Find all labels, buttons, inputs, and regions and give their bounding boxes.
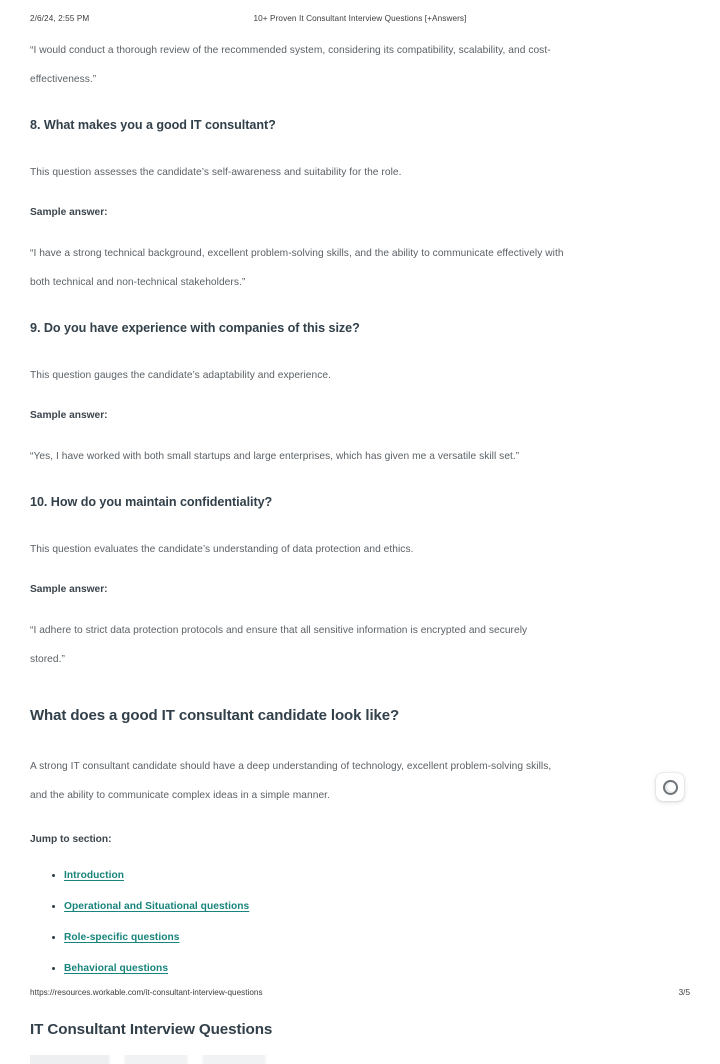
question-explanation-8: This question assesses the candidate’s self-awareness and suitability for the role.	[30, 167, 402, 178]
spacer	[30, 810, 690, 826]
spacer	[30, 297, 690, 313]
candidate-paragraph-line-1: A strong IT consultant candidate should have a deep understanding of technology, excellent problem-solving skills,	[30, 761, 552, 772]
print-footer	[0, 988, 720, 1000]
print-header	[0, 14, 720, 28]
list-item	[64, 922, 690, 953]
sample-answer-label-9: Sample answer:	[30, 410, 108, 421]
print-header-title: 10+ Proven It Consultant Interview Questions [+Answers]	[253, 14, 467, 23]
spacer	[30, 674, 690, 700]
print-header-date: 2/6/24, 2:55 PM	[30, 14, 90, 23]
question-heading-9: 9. Do you have experience with companies of this size?	[30, 321, 360, 335]
spacer	[30, 517, 690, 535]
list-item	[64, 891, 690, 922]
spacer	[30, 227, 690, 239]
candidate-paragraph-line-2: and the ability to communicate complex ideas in a simple manner.	[30, 790, 330, 801]
jump-to-section-list	[30, 860, 690, 984]
jump-to-section-label: Jump to section:	[30, 834, 112, 845]
question-explanation-10: This question evaluates the candidate’s understanding of data protection and ethics.	[30, 544, 414, 555]
print-footer-url: https://resources.workable.com/it-consultant-interview-questions	[30, 988, 263, 997]
sample-answer-8-line-1: “I have a strong technical background, excellent problem-solving skills, and the ability to communicate effectively with	[30, 248, 564, 259]
print-footer-page-number: 3/5	[678, 988, 690, 997]
spacer	[30, 471, 690, 487]
spacer	[30, 343, 690, 361]
jump-link-behavioral[interactable]: Behavioral questions	[64, 963, 169, 974]
question-heading-8: 8. What makes you a good IT consultant?	[30, 118, 276, 132]
sample-answer-10-line-1: “I adhere to strict data protection protocols and ensure that all sensitive information is encrypted and securely	[30, 625, 528, 636]
floating-widget[interactable]	[656, 773, 684, 801]
sample-answer-label-10: Sample answer:	[30, 584, 108, 595]
list-item	[64, 860, 690, 891]
faded-text-placeholder	[30, 1055, 330, 1064]
spacer	[30, 732, 690, 752]
question-explanation-9: This question gauges the candidate’s adaptability and experience.	[30, 370, 331, 381]
continued-answer-line-2: effectiveness.”	[30, 74, 97, 85]
bottom-section-heading: IT Consultant Interview Questions	[30, 1021, 273, 1038]
candidate-section-heading: What does a good IT consultant candidate look like?	[30, 707, 400, 724]
sample-answer-8-line-2: both technical and non-technical stakeholders.”	[30, 277, 246, 288]
continued-answer-line-1: “I would conduct a thorough review of the recommended system, considering its compatibility, scalability, and cost-	[30, 45, 551, 56]
spacer	[30, 187, 690, 199]
circle-ring-icon	[663, 780, 678, 795]
spacer	[30, 140, 690, 158]
question-heading-10: 10. How do you maintain confidentiality?	[30, 495, 273, 509]
jump-link-introduction[interactable]: Introduction	[64, 870, 125, 881]
jump-link-role-specific[interactable]: Role-specific questions	[64, 932, 180, 943]
jump-link-operational-situational[interactable]: Operational and Situational questions	[64, 901, 250, 912]
spacer	[30, 390, 690, 402]
spacer	[30, 430, 690, 442]
spacer	[30, 604, 690, 616]
sample-answer-label-8: Sample answer:	[30, 207, 108, 218]
spacer	[30, 564, 690, 576]
sample-answer-10-line-2: stored.”	[30, 654, 65, 665]
spacer	[30, 94, 690, 110]
sample-answer-9-line-1: “Yes, I have worked with both small startups and large enterprises, which has given me a versatile skill set.”	[30, 451, 520, 462]
document-content	[30, 36, 690, 1064]
list-item	[64, 953, 690, 984]
